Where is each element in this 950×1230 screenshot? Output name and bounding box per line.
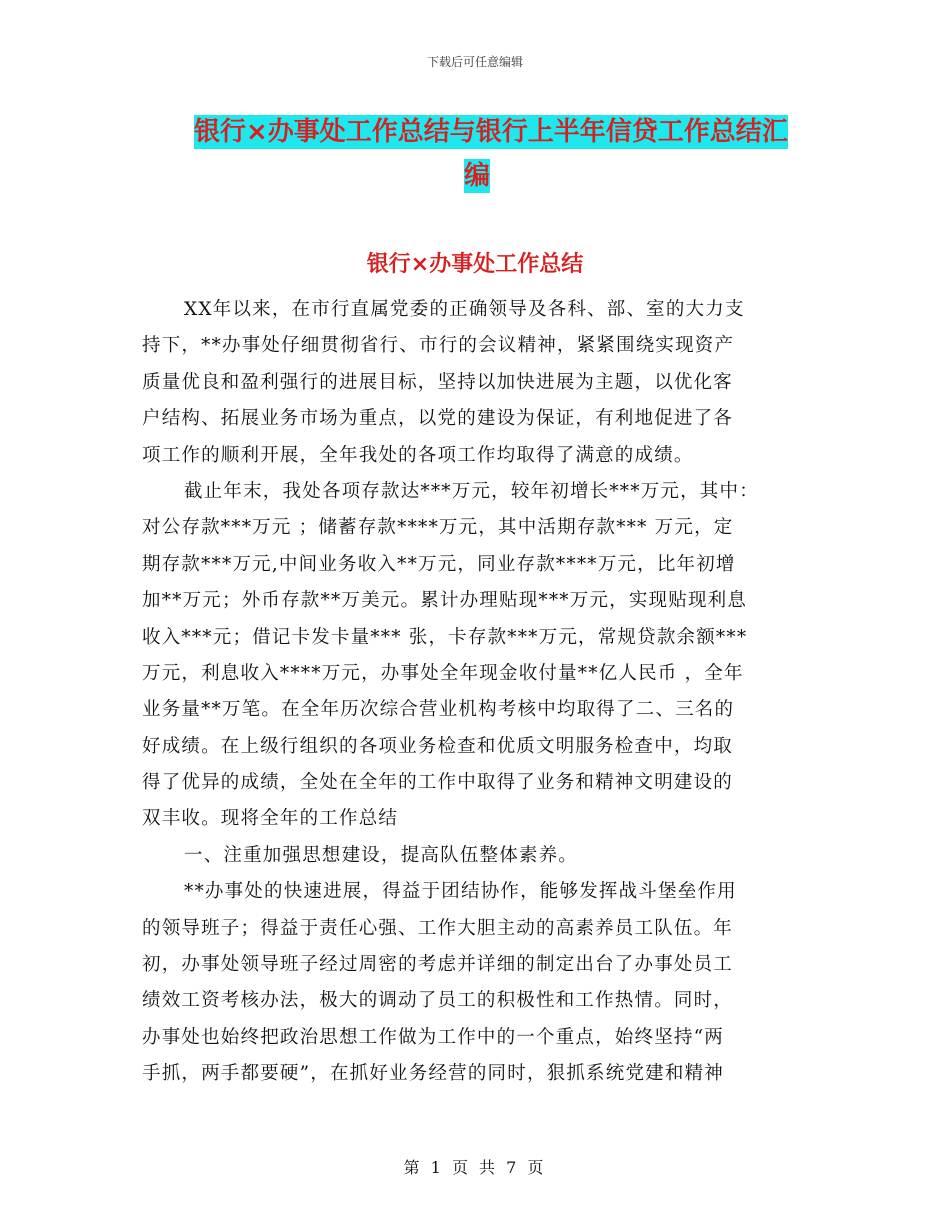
- paragraph-line: 的领导班子；得益于责任心强、工作大胆主动的高素养员工队伍。年: [142, 917, 734, 939]
- paragraph-line: 初，办事处领导班子经过周密的考虑并详细的制定出台了办事处员工: [142, 954, 734, 976]
- paragraph-line: 办事处也始终把政治思想工作做为工作中的一个重点，始终坚持“两: [142, 1026, 724, 1048]
- paragraph-line: 得了优异的成绩，全处在全年的工作中取得了业务和精神文明建设的: [142, 772, 734, 794]
- paragraph-line: **办事处的快速进展，得益于团结协作，能够发挥战斗堡垒作用: [184, 881, 737, 903]
- page-footer: 第 1 页 共 7 页: [403, 1158, 547, 1177]
- paragraph-line: 期存款***万元,中间业务收入**万元，同业存款****万元，比年初增: [142, 553, 736, 575]
- body-text: [142, 292, 808, 1093]
- paragraph-line: 加**万元；外币存款**万美元。累计办理贴现***万元，实现贴现利息: [142, 590, 748, 612]
- section-heading-1: 一、注重加强思想建设，提高队伍整体素养。: [184, 844, 579, 866]
- paragraph-line: 项工作的顺利开展，全年我处的各项工作均取得了满意的成绩。: [142, 444, 694, 466]
- paragraph-line: 持下，**办事处仔细贯彻省行、市行的会议精神，紧紧围绕实现资产: [142, 335, 735, 357]
- paragraph-line: 户结构、拓展业务市场为重点，以党的建设为保证，有利地促进了各: [142, 408, 734, 430]
- paragraph-line: 对公存款***万元 ；储蓄存款****万元，其中活期存款*** 万元，定: [142, 517, 734, 539]
- paragraph-line: XX年以来，在市行直属党委的正确领导及各科、部、室的大力支: [184, 299, 745, 320]
- paragraph-line: 手抓，两手都要硬”，在抓好业务经营的同时，狠抓系统党建和精神: [142, 1063, 724, 1085]
- title-line-1: 银行×办事处工作总结与银行上半年信贷工作总结汇: [194, 117, 788, 147]
- document-title: [180, 110, 820, 198]
- paragraph-line: 好成绩。在上级行组织的各项业务检查和优质文明服务检查中，均取: [142, 735, 734, 757]
- paragraph-line: 截止年末，我处各项存款达***万元，较年初增长***万元，其中：: [184, 480, 759, 502]
- header-note: 下载后可任意编辑: [426, 55, 523, 69]
- paragraph-line: 质量优良和盈利强行的进展目标，坚持以加快进展为主题，以优化客: [142, 371, 734, 393]
- paragraph-line: 业务量**万笔。在全年历次综合营业机构考核中均取得了二、三名的: [142, 699, 735, 721]
- title-line-2: 编: [464, 161, 491, 191]
- paragraph-line: 收入***元；借记卡发卡量*** 张，卡存款***万元，常规贷款余额***: [142, 626, 748, 648]
- paragraph-line: 双丰收。现将全年的工作总结: [142, 808, 399, 830]
- paragraph-line: 绩效工资考核办法，极大的调动了员工的积极性和工作热情。同时，: [142, 990, 734, 1012]
- paragraph-line: 万元，利息收入****万元，办事处全年现金收付量**亿人民币 ，全年: [142, 662, 744, 684]
- section-title: 银行×办事处工作总结: [366, 252, 584, 277]
